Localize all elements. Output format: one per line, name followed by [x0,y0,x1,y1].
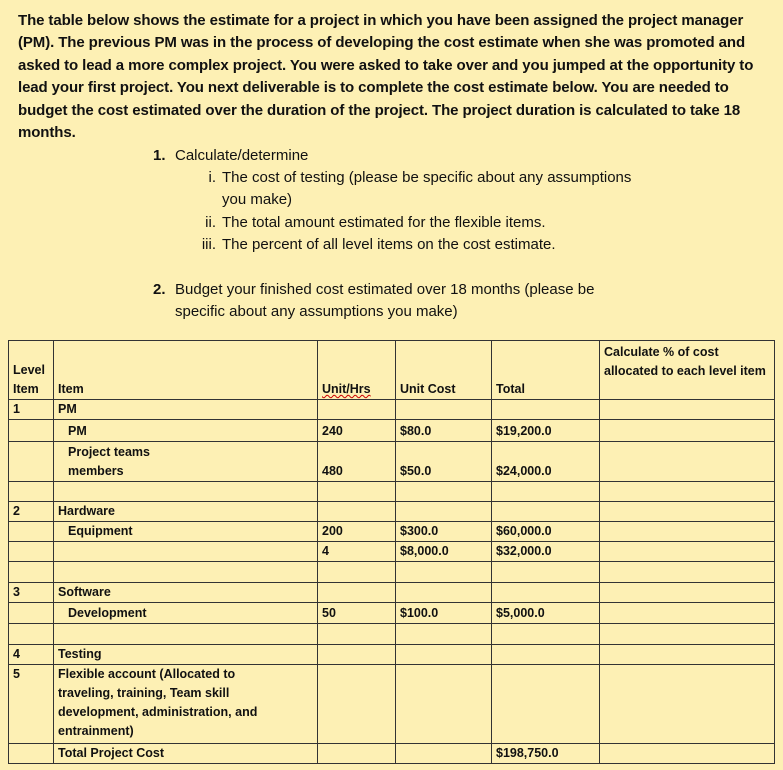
question-1-iii: iii. The percent of all level items on the cost estimate. [201,236,556,253]
header-unit-cost: Unit Cost [396,341,492,400]
question-2: 2. Budget your finished cost estimated over 18 months (please be specific about any assumptions you make) [153,281,595,321]
question-1-text: Calculate/determine [175,147,309,164]
table-row: Equipment 200 $300.0 $60,000.0 [9,522,775,542]
total-value: $198,750.0 [492,744,600,764]
table-row: 1 PM [9,400,775,420]
header-percent: Calculate % of cost allocated to each level item [600,341,775,400]
table-row: 4 Testing [9,645,775,665]
header-units: Unit/Hrs [318,341,396,400]
table-row: Development 50 $100.0 $5,000.0 [9,603,775,624]
question-1-i-cont: you make) [222,191,293,208]
table-total-row [9,744,775,764]
cost-estimate-table [8,340,775,764]
table-row [9,624,775,645]
table-header-row [9,341,775,400]
header-total: Total [492,341,600,400]
header-level-item: Level Item [9,341,54,400]
table-row: 2 Hardware [9,502,775,522]
question-1-number: 1. [153,147,166,164]
intro-paragraph: The table below shows the estimate for a project in which you have been assigned the project manager (PM). The previous PM was in the process of developing the cost estimate when she was promoted and asked to lead a more complex project. You were asked to take over and you jumped at the opportunity to lead your first project. You next deliverable is to complete the cost estimate below. You are needed to budget the cost estimated over the duration of the project. The project duration is calculated to take 18 months. [18,12,754,142]
question-1 [153,145,308,167]
total-label: Total Project Cost [54,744,318,764]
table-row [9,562,775,583]
question-1-ii: ii. The total amount estimated for the flexible items. [205,214,546,231]
table-row: Project teams members 480 $50.0 $24,000.0 [9,442,775,482]
table-row: 3 Software [9,583,775,603]
table-row: 4 $8,000.0 $32,000.0 [9,542,775,562]
table-row [9,482,775,502]
table-row: PM 240 $80.0 $19,200.0 [9,420,775,442]
question-2-number: 2. [153,281,166,298]
table-row: 5 Flexible account (Allocated to traveling, training, Team skill development, administration, and entrainment) [9,665,775,744]
header-item: Item [54,341,318,400]
question-1-i: i. The cost of testing (please be specific about any assumptions [208,169,632,186]
